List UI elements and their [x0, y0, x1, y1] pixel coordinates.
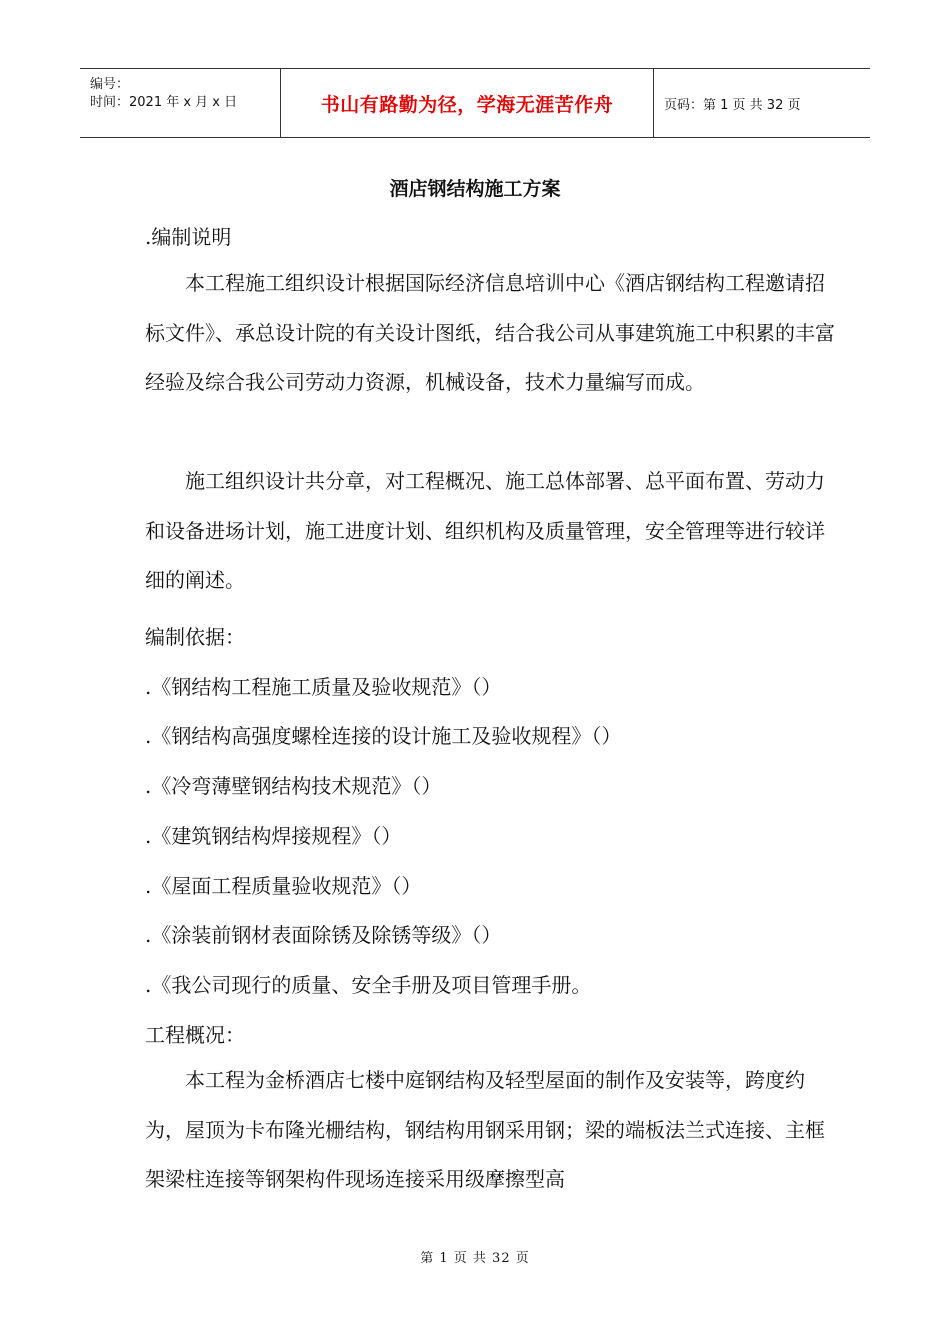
header-meta [80, 69, 281, 137]
motto-text: 书山有路勤为径，学海无涯苦作舟 [320, 93, 614, 116]
document-date: 时间：2021 年 x 月 x 日 [90, 95, 238, 110]
list-item: .《涂装前钢材表面除锈及除锈等级》（） [145, 923, 502, 947]
paragraph-preparation-note: 本工程施工组织设计根据国际经济信息培训中心《酒店钢结构工程邀请招标文件》、承总设计院的有关设计图纸，结合我公司从事建筑施工中积累的丰富经验及综合我公司劳动力资源，机械设备，技术力量编写而成。 [145, 271, 835, 394]
list-item: .《钢结构高强度螺栓连接的设计施工及验收规程》（） [145, 724, 622, 748]
list-item: .《我公司现行的质量、安全手册及项目管理手册。 [145, 973, 592, 997]
paragraph-project-overview: 本工程为金桥酒店七楼中庭钢结构及轻型屋面的制作及安装等，跨度约为，屋顶为卡布隆光栅结构，钢结构用钢采用钢；梁的端板法兰式连接、主框架梁柱连接等钢架构件现场连接采用级摩擦型高 [145, 1068, 825, 1191]
section-heading-overview: 工程概况： [145, 1023, 245, 1047]
header-page-info: 页码：第 1 页 共 32 页 [664, 97, 801, 113]
document-title: 酒店钢结构施工方案 [389, 178, 561, 200]
section-heading-basis: 编制依据： [145, 625, 245, 649]
page-header [80, 68, 870, 138]
list-item: .《屋面工程质量验收规范》（） [145, 874, 422, 898]
section-heading-preparation: .编制说明 [145, 225, 232, 249]
list-item: .《冷弯薄壁钢结构技术规范》（） [145, 774, 442, 798]
document-code-label: 编号： [90, 77, 130, 92]
list-item: .《钢结构工程施工质量及验收规范》（） [145, 675, 502, 699]
list-item: .《建筑钢结构焊接规程》（） [145, 824, 402, 848]
paragraph-design-outline: 施工组织设计共分章，对工程概况、施工总体部署、总平面布置、劳动力和设备进场计划，施工进度计划、组织机构及质量管理，安全管理等进行较详细的阐述。 [145, 469, 825, 592]
page-footer: 第 1 页 共 32 页 [420, 1251, 530, 1266]
header-motto [281, 69, 654, 137]
